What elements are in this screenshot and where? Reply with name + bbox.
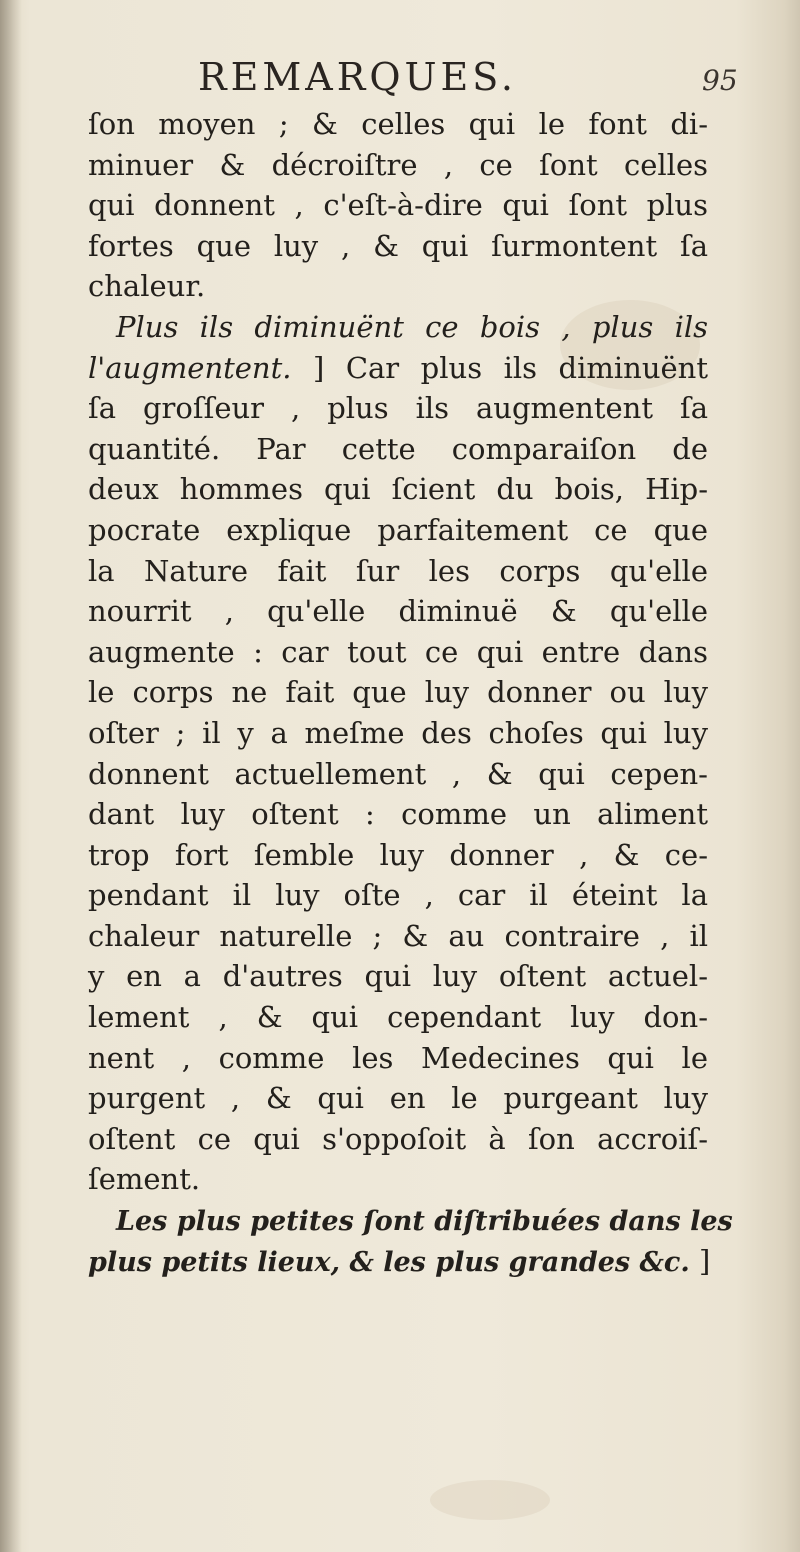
text-line: minuer & décroiſtre , ce ſont celles bbox=[88, 147, 708, 182]
text-line: la Nature fait ſur les corps qu'elle bbox=[88, 553, 708, 588]
page-header bbox=[0, 52, 800, 102]
paper-stain bbox=[430, 1480, 550, 1520]
text-line: quantité. Par cette comparaiſon de bbox=[88, 431, 708, 466]
lemma-line bbox=[88, 1241, 711, 1282]
text-line: chaleur naturelle ; & au contraire , il bbox=[88, 918, 708, 953]
lemma-text: plus petits lieux, & les plus grandes &c. bbox=[88, 1246, 690, 1278]
text-line: trop fort ſemble luy donner , & ce- bbox=[88, 837, 708, 872]
running-title: REMARQUES. bbox=[198, 55, 517, 99]
body-text bbox=[88, 104, 733, 1281]
text-line: ſa groſſeur , plus ils augmentent ſa bbox=[88, 391, 708, 426]
binding-shadow bbox=[0, 0, 22, 1552]
text-line: ſement. bbox=[88, 1162, 201, 1197]
lemma-text: Les plus petites ſont diſtribuées dans les bbox=[116, 1206, 733, 1238]
lemma-text: l'augmentent. bbox=[88, 350, 292, 385]
page-number: 95 bbox=[702, 64, 738, 97]
text-line: dant luy oſtent : comme un aliment bbox=[88, 797, 708, 832]
text-line: chaleur. bbox=[88, 269, 206, 304]
text-line bbox=[88, 348, 708, 389]
text-line: augmente : car tout ce qui entre dans bbox=[88, 634, 708, 669]
text-line: le corps ne fait que luy donner ou luy bbox=[88, 675, 708, 710]
text-line: oſtent ce qui s'oppoſoit à ſon accroiſ- bbox=[88, 1121, 708, 1156]
text-line: deux hommes qui ſcient du bois, Hip- bbox=[88, 472, 708, 507]
text-line: purgent , & qui en le purgeant luy bbox=[88, 1081, 708, 1116]
text-line: nourrit , qu'elle diminuë & qu'elle bbox=[88, 594, 708, 629]
commentary-text: ] Car plus ils diminuënt bbox=[313, 350, 708, 385]
text-line: oſter ; il y a meſme des choſes qui luy bbox=[88, 715, 708, 750]
text-line: qui donnent , c'eſt-à-dire qui ſont plus bbox=[88, 188, 708, 223]
text-line: pocrate explique parfaitement ce que bbox=[88, 512, 708, 547]
text-line: nent , comme les Medecines qui le bbox=[88, 1040, 708, 1075]
text-line: y en a d'autres qui luy oſtent actuel- bbox=[88, 959, 708, 994]
text-line: ſon moyen ; & celles qui le font di- bbox=[88, 107, 708, 141]
text-line: pendant il luy oſte , car il éteint la bbox=[88, 878, 708, 913]
text-line: donnent actuellement , & qui cepen- bbox=[88, 756, 708, 791]
closing-bracket: ] bbox=[698, 1243, 711, 1278]
text-line: lement , & qui cependant luy don- bbox=[88, 1000, 708, 1035]
lemma-line bbox=[88, 1200, 733, 1241]
lemma-text: Plus ils diminuënt ce bois , plus ils bbox=[116, 309, 708, 344]
lemma-line bbox=[88, 307, 708, 348]
text-line: fortes que luy , & qui ſurmontent ſa bbox=[88, 228, 708, 263]
